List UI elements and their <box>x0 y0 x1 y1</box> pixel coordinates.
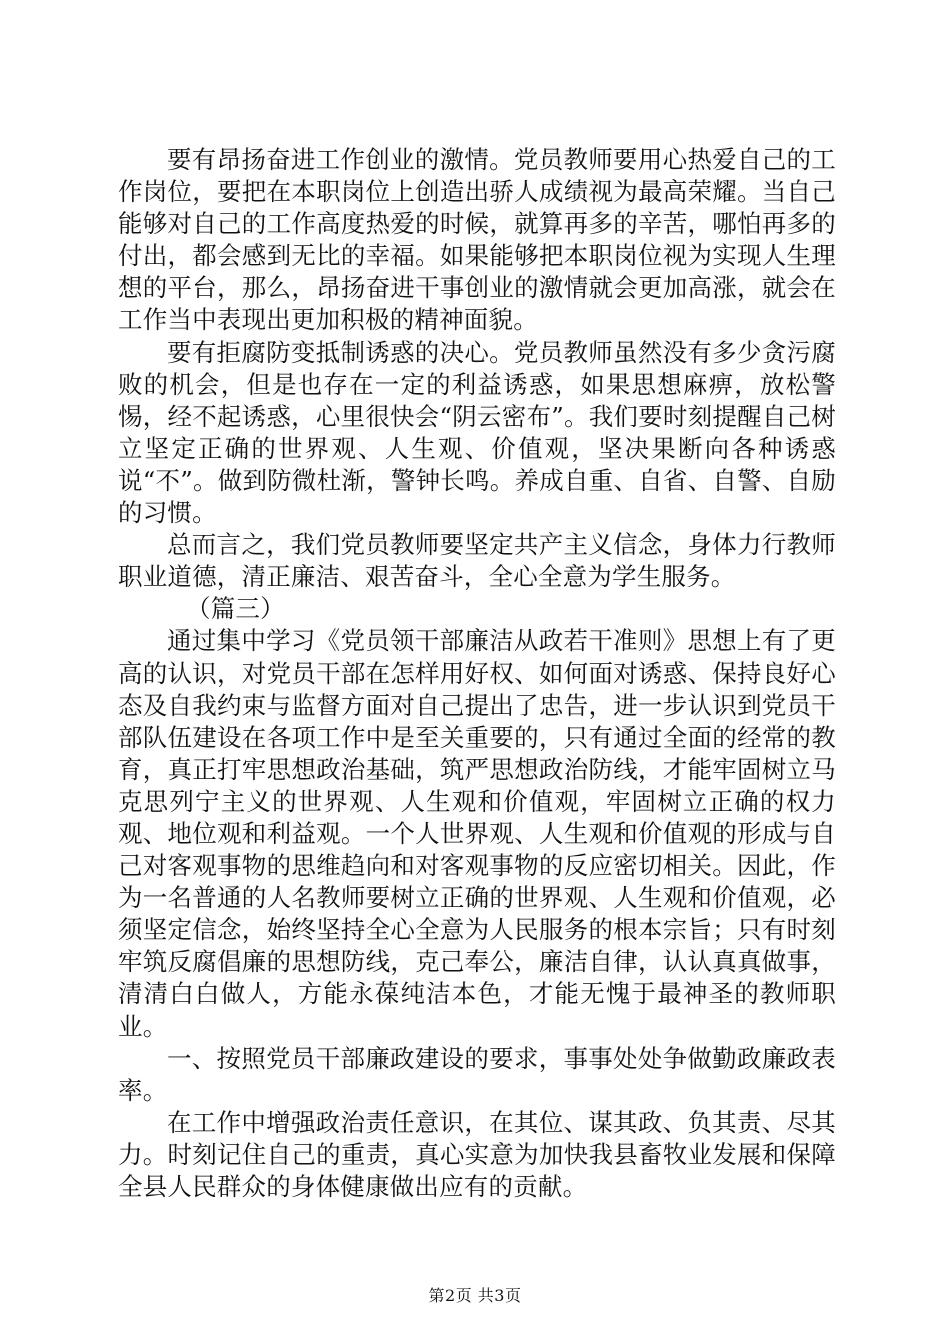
paragraph-summary: 总而言之，我们党员教师要坚定共产主义信念，身体力行教师职业道德，清正廉洁、艰苦奋斗，全心全意为学生服务。 <box>118 530 836 592</box>
document-body <box>118 144 836 1203</box>
paragraph-passion: 要有昂扬奋进工作创业的激情。党员教师要用心热爱自己的工作岗位，要把在本职岗位上创造出骄人成绩视为最高荣耀。当自己能够对自己的工作高度热爱的时候，就算再多的辛苦，哪怕再多的付出，都会感到无比的幸福。如果能够把本职岗位视为实现人生理想的平台，那么，昂扬奋进干事创业的激情就会更加高涨，就会在工作当中表现出更加积极的精神面貌。 <box>118 145 836 335</box>
page-indicator: 第2页 共3页 <box>428 1286 522 1305</box>
paragraph-anti-corruption: 要有拒腐防变抵制诱惑的决心。党员教师虽然没有多少贪污腐败的机会，但是也存在一定的利益诱惑，如果思想麻痹，放松警惕，经不起诱惑，心里很快会“阴云密布”。我们要时刻提醒自己树立坚定正确的世界观、人生观、价值观，坚决果断向各种诱惑说“不”。做到防微杜渐，警钟长鸣。养成自重、自省、自警、自励的习惯。 <box>118 337 836 528</box>
paragraph-point-one: 一、按照党员干部廉政建设的要求，事事处处争做勤政廉政表率。 <box>118 1043 836 1105</box>
page-footer <box>0 1286 950 1306</box>
paragraph-responsibility: 在工作中增强政治责任意识，在其位、谋其政、负其责、尽其力。时刻记住自己的重责，真心实意为加快我县畜牧业发展和保障全县人民群众的身体健康做出应有的贡献。 <box>118 1107 836 1201</box>
section-heading-part-three: （篇三） <box>186 594 285 624</box>
paragraph-study-reflection: 通过集中学习《党员领干部廉洁从政若干准则》思想上有了更高的认识，对党员干部在怎样用好权、如何面对诱惑、保持良好心态及自我约束与监督方面对自己提出了忠告，进一步认识到党员干部队伍建设在各项工作中是至关重要的，只有通过全面的经常的教育，真正打牢思想政治基础，筑严思想政治防线，才能牢固树立马克思列宁主义的世界观、人生观和价值观，牢固树立正确的权力观、地位观和利益观。一个人世界观、人生观和价值观的形成与自己对客观事物的思维趋向和对客观事物的反应密切相关。因此，作为一名普通的人名教师要树立正确的世界观、人生观和价值观，必须坚定信念，始终坚持全心全意为人民服务的根本宗旨；只有时刻牢筑反腐倡廉的思想防线，克己奉公，廉洁自律，认认真真做事，清清白白做人，方能永葆纯洁本色，才能无愧于最神圣的教师职业。 <box>118 626 836 1041</box>
